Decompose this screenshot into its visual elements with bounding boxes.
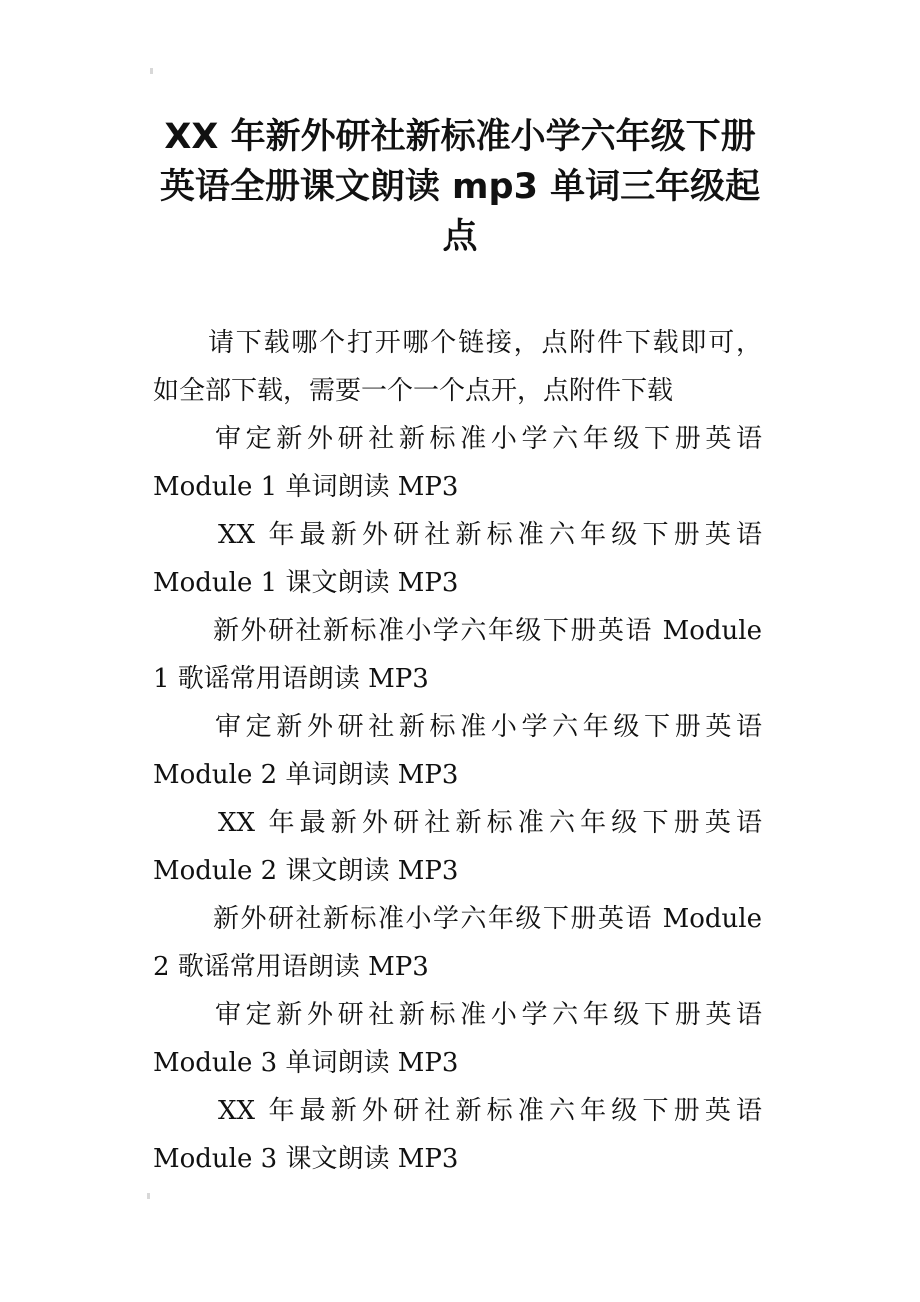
document-title bbox=[120, 112, 800, 262]
paragraph-line: Module 3 课文朗读 MP3 bbox=[153, 1144, 459, 1174]
scan-mark bbox=[150, 68, 153, 74]
paragraph-line: 请下载哪个打开哪个链接，点附件下载即可， bbox=[208, 328, 762, 358]
paragraph-line: XX 年最新外研社新标准六年级下册英语 bbox=[218, 1096, 762, 1126]
download-item bbox=[153, 415, 762, 511]
document-body bbox=[153, 319, 762, 1183]
paragraph-line: 新外研社新标准小学六年级下册英语 Module bbox=[213, 616, 762, 646]
title-line: 点 bbox=[442, 217, 478, 257]
paragraph-line: Module 1 课文朗读 MP3 bbox=[153, 568, 459, 598]
paragraph-line: Module 3 单词朗读 MP3 bbox=[153, 1048, 459, 1078]
title-line: 英语全册课文朗读 mp3 单词三年级起 bbox=[159, 167, 761, 207]
paragraph-line: XX 年最新外研社新标准六年级下册英语 bbox=[218, 520, 762, 550]
paragraph-line: 审定新外研社新标准小学六年级下册英语 bbox=[215, 712, 762, 742]
paragraph-line: 审定新外研社新标准小学六年级下册英语 bbox=[215, 424, 762, 454]
paragraph-line: Module 2 单词朗读 MP3 bbox=[153, 760, 459, 790]
paragraph-line: 1 歌谣常用语朗读 MP3 bbox=[153, 664, 429, 694]
download-item bbox=[153, 799, 762, 895]
paragraph-line: Module 1 单词朗读 MP3 bbox=[153, 472, 459, 502]
paragraph-line: 2 歌谣常用语朗读 MP3 bbox=[153, 952, 429, 982]
paragraph-line: XX 年最新外研社新标准六年级下册英语 bbox=[218, 808, 762, 838]
title-line: XX 年新外研社新标准小学六年级下册 bbox=[164, 117, 756, 157]
paragraph-line: Module 2 课文朗读 MP3 bbox=[153, 856, 459, 886]
download-item bbox=[153, 991, 762, 1087]
intro-paragraph bbox=[153, 319, 762, 415]
download-item bbox=[153, 607, 762, 703]
download-item bbox=[153, 511, 762, 607]
download-item bbox=[153, 895, 762, 991]
download-item bbox=[153, 703, 762, 799]
download-item bbox=[153, 1087, 762, 1183]
paragraph-line: 如全部下载，需要一个一个点开，点附件下载 bbox=[153, 376, 674, 406]
paragraph-line: 审定新外研社新标准小学六年级下册英语 bbox=[215, 1000, 762, 1030]
scan-mark bbox=[147, 1193, 150, 1199]
paragraph-line: 新外研社新标准小学六年级下册英语 Module bbox=[213, 904, 762, 934]
